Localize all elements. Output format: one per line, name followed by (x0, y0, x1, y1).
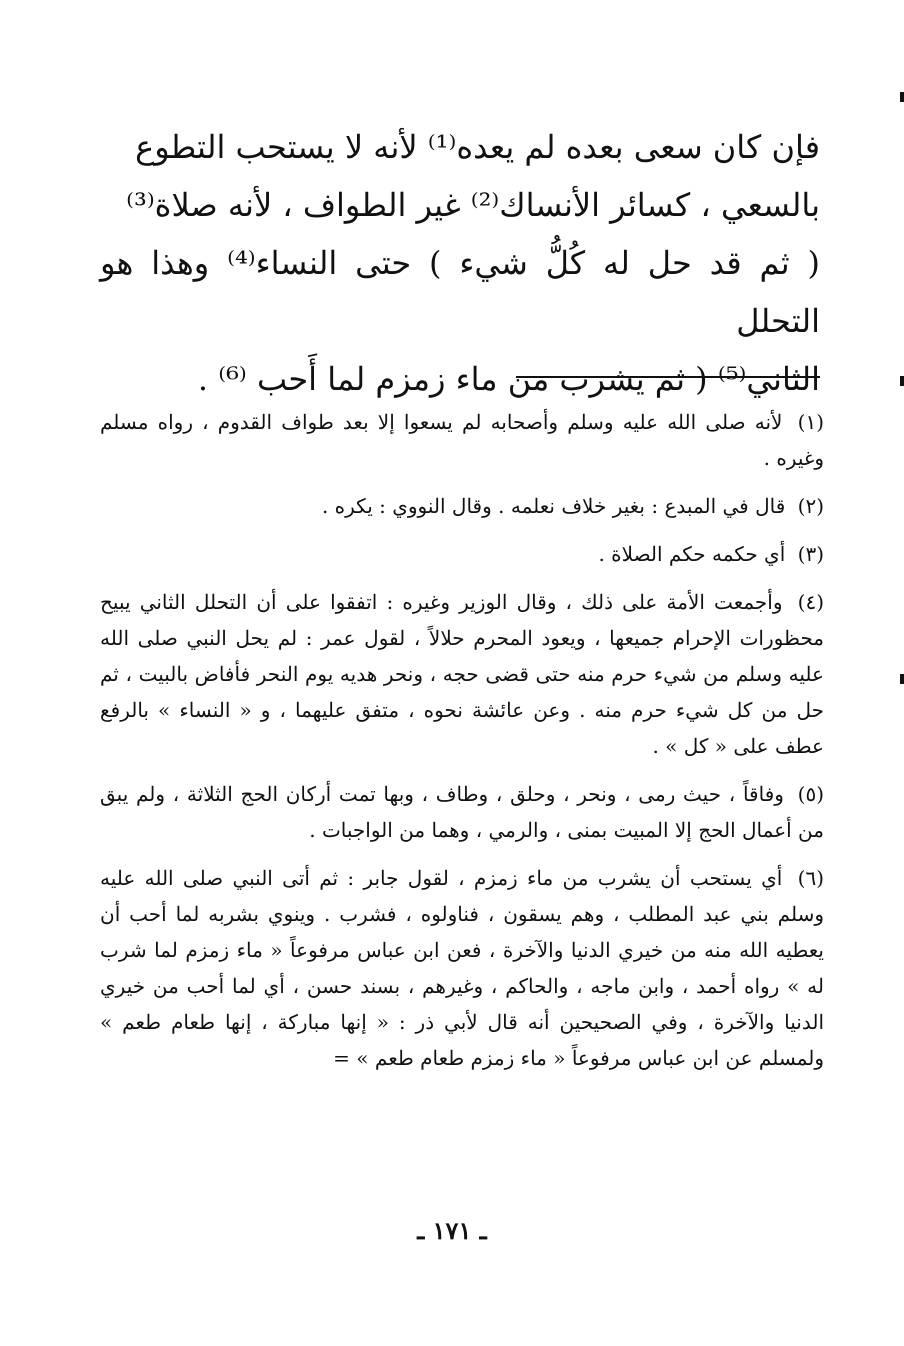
footnote-number: (٣) (797, 542, 824, 566)
footnote-5 (100, 776, 824, 848)
footnote-6 (100, 860, 824, 1076)
main-text (100, 118, 820, 408)
footnote-separator (516, 376, 820, 378)
footnote-1 (100, 404, 824, 476)
edge-mark (900, 92, 904, 102)
footnote-text: قال في المبدع : بغير خلاف نعلمه . وقال النووي : يكره . (321, 494, 786, 518)
footnote-number: (٦) (797, 866, 824, 890)
main-text-line: بالسعي ، كسائر الأنساك⁽²⁾ غير الطواف ، لأنه صلاة⁽³⁾ (126, 186, 820, 224)
footnote-number: (٤) (797, 590, 825, 614)
footnote-number: (٥) (797, 782, 825, 806)
footnote-text: وأجمعت الأمة على ذلك ، وقال الوزير وغيره : اتفقوا على أن التحلل الثاني يبيح محظورات الإحرام جميعها ، ويعود المحرم حلالاً ، لقول عمر : لم يحل النبي صلى الله عليه وسلم من شيء حرم منه حتى قضى حجه ، ونحر هديه يوم النحر فأفاض بالبيت ، ثم حل من كل شيء حرم منه . وعن عائشة نحوه ، متفق عليهما ، و « النساء » بالرفع عطف على « كل » . (100, 590, 824, 758)
footnote-text: أي يستحب أن يشرب من ماء زمزم ، لقول جابر : ثم أتى النبي صلى الله عليه وسلم بني عبد المطلب ، وهم يسقون ، فناولوه ، فشرب . وينوي بشربه لما أحب أن يعطيه الله منه من خيري الدنيا والآخرة ، فعن ابن عباس مرفوعاً « ماء زمزم لما شرب له » رواه أحمد ، وابن ماجه ، والحاكم ، وغيرهم ، بسند حسن ، أي لما أحب من خيري الدنيا والآخرة ، وفي الصحيحين أنه قال لأبي ذر : « إنها مباركة ، إنها طعام طعم » ولمسلم عن ابن عباس مرفوعاً « ماء زمزم طعام طعم » = (100, 866, 824, 1070)
footnote-text: أي حكمه حكم الصلاة . (598, 542, 786, 566)
main-text-line: ( ثم قد حل له كُلُّ شيء ) حتى النساء⁽⁴⁾ وهذا هو التحلل (100, 244, 821, 340)
footnote-number: (٢) (797, 494, 824, 518)
footnote-2 (100, 488, 824, 524)
footnote-text: وفاقاً ، حيث رمى ، ونحر ، وحلق ، وطاف ، وبها تمت أركان الحج الثلاثة ، ولم يبق من أعمال الحج إلا المبيت بمنى ، والرمي ، وهما من الواجبات . (100, 782, 824, 842)
edge-mark (900, 376, 904, 386)
main-text-line: الثاني⁽⁵⁾ ( ثم يشرب من ماء زمزم لما أَحب ⁽⁶⁾ . (197, 360, 820, 398)
footnote-text: لأنه صلى الله عليه وسلم وأصحابه لم يسعوا إلا بعد طواف القدوم ، رواه مسلم وغيره . (100, 410, 824, 470)
footnote-number: (١) (797, 410, 825, 434)
page-number: ـ ١٧١ ـ (417, 1216, 487, 1245)
main-text-line: فإن كان سعى بعده لم يعده⁽¹⁾ لأنه لا يستحب التطوع (135, 128, 820, 166)
footnote-3 (100, 536, 824, 572)
footnotes (100, 404, 824, 1088)
edge-mark (900, 674, 904, 684)
footnote-4 (100, 584, 824, 764)
